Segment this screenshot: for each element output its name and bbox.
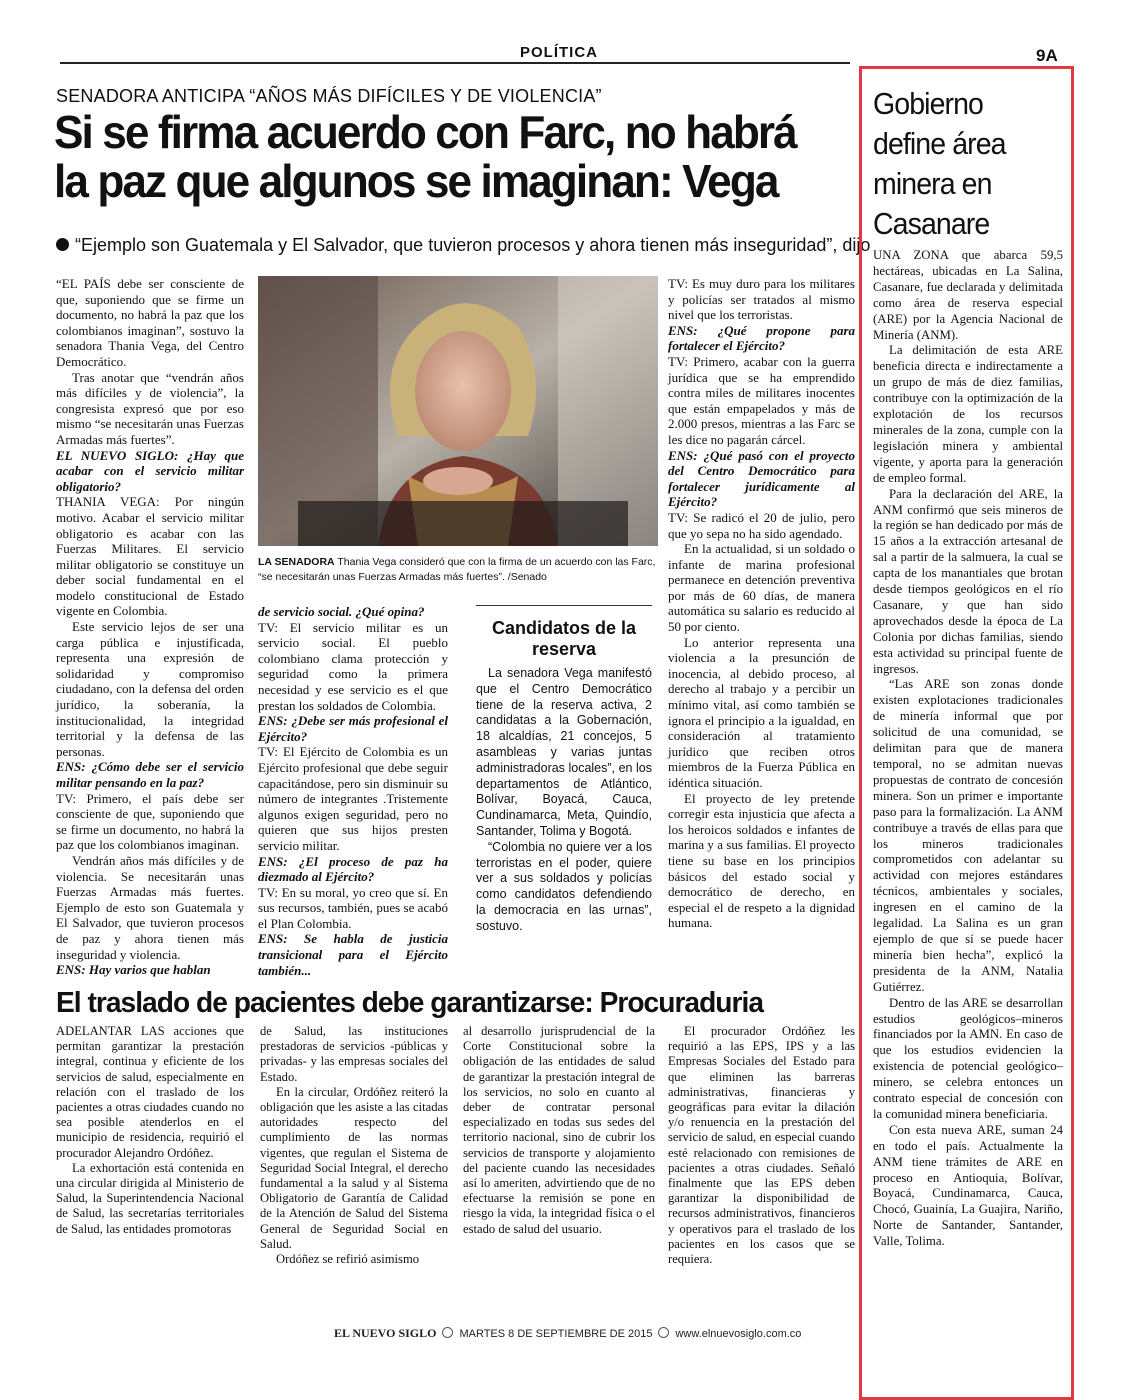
box-title: Candidatos de la reserva [491,618,637,659]
box-text [476,666,652,935]
second-column-3 [463,1024,655,1237]
caption-text: Thania Vega consideró que con la firma de un acuerdo con las Farc, “se necesitarán unas Fuerzas Armadas más fuertes”. /Senado [258,556,656,583]
second-column-1 [56,1024,244,1237]
paragraph: Este servicio lejos de ser una carga pública e injustificada, representa una expresión de solidaridad y compromiso ciudadano, con la defensa del orden jurídico, la soberanía, la institucionalidad, la integridad territorial y la defensa de las personas. [56,619,244,759]
reserve-candidates-box [476,605,652,935]
article-kicker: SENADORA ANTICIPA “AÑOS MÁS DIFÍCILES Y DE VIOLENCIA” [56,86,602,106]
paragraph: Lo anterior representa una violencia a la presunción de inocencia, al debido proceso, al derecho al trabajo y a percibir un mínimo vital, así como también se ignora el principio a la igualdad, en consideración al tratamiento jurídico que reciben otros miembros de la Fuerza Pública en idéntica situación. [668,634,855,790]
article-column-1 [56,276,244,978]
paragraph: TV: Se radicó el 20 de julio, pero que yo sepa no ha sido agendado. [668,509,855,541]
separator-icon [442,1327,453,1338]
second-column-4 [668,1024,855,1267]
paragraph: “Colombia no quiere ver a los terroristas en el poder, quiere ver a sus soldados y policías como candidatos defendiendo la democracia en las urnas”, sostuvo. [476,839,652,933]
section-label: POLÍTICA [520,44,598,61]
paragraph: “Las ARE son zonas donde existen explotaciones tradicionales de minería informal que por solicitud de una comunidad, se delimitan para que de manera temporal, no se admitan nuevas propuestas de contrato de concesión minera. Son un primer e importante paso para la formalización. La ANM contribuye a través de ellas para que los mineros tradicionales comprometidos con adelantar su actividad con mejores estándares técnicos, ambientales y sociales, ingresen en el camino de la legalidad. La Salina es un gran ejemplo de que sí se puede hacer minería bien hecha”, explicó la presidenta de la ANM, Natalia Gutiérrez. [873,677,1063,994]
paragraph: de Salud, las instituciones prestadoras de servicios -públicas y privadas- y las empresas sociales del Estado. [260,1024,448,1084]
paragraph: “EL PAÍS debe ser consciente de que, suponiendo que se firme un documento, no habrá la paz que los colombianos imaginan”, sostuvo la senadora Thania Vega, del Centro Democrático. [56,276,244,369]
photo-caption [258,555,658,585]
question: ENS: ¿El proceso de paz ha diezmado al Ejército? [258,853,448,885]
question: ENS: ¿Qué propone para fortalecer el Ejército? [668,322,855,354]
deck-text: “Ejemplo son Guatemala y El Salvador, que tuvieron procesos y ahora tienen más inseguridad”, dijo [75,235,871,255]
photo-illustration [258,276,658,546]
paragraph: Vendrán años más difíciles y de violencia. Se necesitarán unas Fuerzas Armadas más fuertes. Ejemplo de esto son Guatemala y El Salvador, que tuvieron procesos de paz y ahora tienen más inseguridad y violencia. [56,852,244,962]
paragraph: TV: Primero, acabar con la guerra jurídica que se ha emprendido contra miles de militares inocentes que están empapelados y más de 2.000 presos, mientras a las Farc se les dice no pagarán cárcel. [668,353,855,447]
paragraph: Con esta nueva ARE, suman 24 en todo el país. Actualmente la ANM tiene trámites de ARE en proceso en Antioquia, Bolívar, Boyacá, Cundinamarca, Cauca, Chocó, Guainía, La Guajira, Nariño, Norte de Santander, Santander, Valle, Tolima. [873,1122,1063,1249]
footer-paper: EL NUEVO SIGLO [334,1326,437,1340]
paragraph: Tras anotar que “vendrán años más difíciles y de violencia”, la congresista expresó que por eso mismo “se necesitarán unas Fuerzas Armadas más fuertes”. [56,369,244,447]
question: ENS: Hay varios que hablan [56,962,211,978]
senator-photo [258,276,658,546]
bullet-icon [56,238,69,251]
sidebar-text [873,248,1063,1250]
paragraph: En la circular, Ordóñez reiteró la obligación que les asiste a las citadas autoridades respecto del cumplimiento de las normas vigentes, que regulan el Sistema de Seguridad Social Integral, el derecho fundamental a la salud y al Sistema Obligatorio de Garantía de Calidad de la Atención de Salud del Sistema General de Seguridad Social en Salud. [260,1084,448,1251]
question: ENS: ¿Cómo debe ser el servicio militar pensando en la paz? [56,759,244,790]
paragraph: TV: En su moral, yo creo que sí. En sus recursos, también, pues se acabó el Plan Colombia. [258,884,448,931]
separator-icon [658,1327,669,1338]
article-deck [56,235,871,256]
paragraph: ADELANTAR LAS acciones que permitan garantizar la prestación integral, continua y eficiente de los servicios de salud, especialmente en relación con el traslado de los pacientes a otras ciudades cuando no sea posible atenderlos en el municipio de residencia, requirió el procurador Alejandro Ordóñez. [56,1024,244,1160]
question: ENS: Se habla de justicia transicional para el Ejército también... [258,931,448,978]
page-footer [334,1326,801,1341]
footer-date: MARTES 8 DE SEPTIEMBRE DE 2015 [459,1328,653,1340]
question: ENS: ¿Qué pasó con el proyecto del Centro Democrático para fortalecer jurídicamente al Ejército? [668,447,855,510]
paragraph: La exhortación está contenida en una circular dirigida al Ministerio de Salud, la Superintendencia Nacional de Salud, las secretarías territoriales de Salud, las entidades promotoras [56,1160,244,1236]
question: de servicio social. ¿Qué opina? [258,604,425,619]
paragraph: THANIA VEGA: Por ningún motivo. Acabar el servicio militar obligatorio es acabar con las Fuerzas Militares. El servicio militar obligatorio se constituye un deber social fundamental en el modelo constitucional de Estado vigente en Colombia. [56,494,244,619]
paragraph: UNA ZONA que abarca 59,5 hectáreas, ubicadas en La Salina, Casanare, fue declarada y delimitada como área de reserva especial (ARE) por la Agencia Nacional de Minería (ANM). [873,248,1063,342]
page-number: 9A [1036,46,1058,65]
header-rule [60,62,850,64]
second-headline: El traslado de pacientes debe garantizarse: Procuraduria [56,987,764,1019]
paragraph: TV: Primero, el país debe ser consciente de que, suponiendo que se firme un documento, no habrá la paz que los colombianos imaginan. [56,790,244,853]
paragraph: Dentro de las ARE se desarrollan estudios geológicos–mineros financiados por la AMN. En caso de que los estudios evidencien la existencia de potencial geológico–minero, se celebra entonces un contrato especial de concesión con la comunidad minera beneficiaria. [873,995,1063,1121]
footer-url[interactable]: www.elnuevosiglo.com.co [675,1328,802,1340]
paragraph: TV: El servicio militar es un servicio social. El pueblo colombiano clama protección y seguridad como la primera necesidad y ese servicio es el que prestan los soldados de Colombia. [258,619,448,713]
article-column-2 [258,604,448,978]
question: EL NUEVO SIGLO: ¿Hay que acabar con el servicio militar obligatorio? [56,447,244,494]
paragraph: El procurador Ordóñez les requirió a las EPS, IPS y a las Empresas Sociales del Estado para que eliminen las barreras administrativas, financieras y geográficas para evitar la dilación y/o renuencia en la prestación del servicio de salud, en especial cuando esté relacionado con remisiones de pacientes a otras ciudades. Señaló finalmente que las EPS deben garantizar la disponibilidad de recursos administrativos, financieros y operativos para el traslado de los pacientes en los casos que se requiera. [668,1024,855,1267]
question: ENS: ¿Debe ser más profesional el Ejército? [258,713,448,744]
article-headline: Si se firma acuerdo con Farc, no habrá la paz que algunos se imaginan: Vega [54,106,796,208]
paragraph: En la actualidad, si un soldado o infante de marina profesional permanece en detención preventiva por más de 60 días, de manera automática su salario es reducido al 50 por ciento. [668,541,855,635]
paragraph: Para la declaración del ARE, la ANM confirmó que seis mineros de la región se han dedicado por más de 15 años a la extracción artesanal de sal a partir de la salmuera, la cual se capta de los manantiales que brotan desde tiempos geológicos en el río Casanare, y que han sido aprovechados desde la época de La Colonia por dichas familias, siendo esta actividad su principal fuente de ingresos. [873,486,1063,676]
sidebar-title: Gobierno define área minera en Casanare [873,86,1006,241]
second-column-2 [260,1024,448,1267]
paragraph: El proyecto de ley pretende corregir esta injusticia que afecta a los heroicos soldados e infantes de marina y a sus familias. El proyecto tiene su base en los principios básicos del estado social y democrático de derecho, en especial el de respeto a la dignidad humana. [668,790,855,931]
paragraph: La delimitación de esta ARE beneficia directa e indirectamente a un grupo de más de diez familias, contribuye con la optimización de la explotación de los recursos minerales de la zona, cumple con la legislación minera y ambiental vigente, y aporta para la generación de empleo formal. [873,343,1063,485]
paragraph: al desarrollo jurisprudencial de la Corte Constitucional sobre la obligación de las entidades de salud de garantizar la prestación integral de los servicios, no solo en cuanto al deber de contratar personal especializado en todas sus sedes del territorio nacional, sino de cubrir los servicios de transporte y alojamiento del paciente cuando las necesidades así lo ameriten, advirtiendo que de no efectuarse la remisión se pone en riesgo la vida, la integridad física o el estado de salud del usuario. [463,1024,655,1236]
paragraph: TV: El Ejército de Colombia es un Ejército profesional que debe seguir capacitándose, pero sin disminuir su número de integrantes .Tristemente algunos exigen seguridad, pero no quieren que sus hijos presten servicio militar. [258,744,448,853]
paragraph: Ordóñez se refirió asimismo [276,1252,420,1267]
paragraph: TV: Es muy duro para los militares y policías ser tratados al mismo nivel que los terroristas. [668,276,855,323]
paragraph: La senadora Vega manifestó que el Centro Democrático tiene de la reserva activa, 2 candidatas a la Gobernación, 18 alcaldías, 21 concejos, 5 asambleas y varias juntas administradoras locales”, en los departamentos de Atlántico, Bolívar, Boyacá, Cauca, Cundinamarca, Meta, Quindío, Santander, Tolima y Bogotá. [476,666,652,838]
caption-lead: LA SENADORA [258,556,335,568]
article-column-3 [668,276,855,931]
